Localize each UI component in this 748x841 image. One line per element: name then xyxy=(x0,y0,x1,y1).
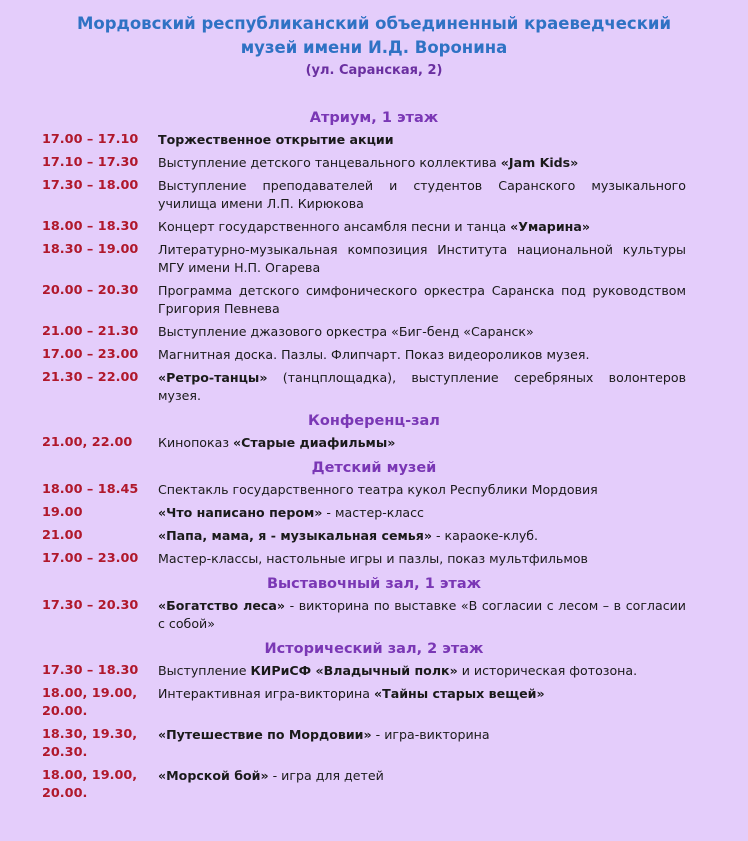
event-highlight: КИРиСФ «Владычный полк» xyxy=(250,663,458,678)
event-highlight: «Ретро-танцы» xyxy=(158,370,268,385)
event-text: Литературно-музыкальная композиция Института национальной культуры МГУ имени Н.П. Огарева xyxy=(158,242,686,275)
event-time: 19.00 xyxy=(42,505,83,520)
event-row xyxy=(42,131,748,149)
event-text: Выступление детского танцевального коллектива xyxy=(158,155,501,170)
event-text: - игра для детей xyxy=(268,768,384,783)
event-text: Спектакль государственного театра кукол Республики Мордовия xyxy=(158,482,598,497)
event-description xyxy=(158,241,686,277)
event-description xyxy=(158,550,686,568)
event-row xyxy=(42,434,748,452)
event-text: Интерактивная игра-викторина xyxy=(158,686,374,701)
event-text: (танцплощадка), выступление серебряных волонтеров музея. xyxy=(158,370,686,403)
event-row xyxy=(42,685,748,721)
event-time: 21.00 – 21.30 xyxy=(42,324,139,339)
section-title: Исторический зал, 2 этаж xyxy=(264,641,484,657)
museum-title-line-2: музей имени И.Д. Воронина xyxy=(240,38,508,57)
museum-title-line-1: Мордовский республиканский объединенный краеведческий xyxy=(76,14,672,33)
event-time: 17.10 – 17.30 xyxy=(42,155,139,170)
event-text: Кинопоказ xyxy=(158,435,234,450)
event-time: 21.00 xyxy=(42,528,83,543)
event-highlight: «Морской бой» xyxy=(158,768,269,783)
event-time: 18.00 – 18.30 xyxy=(42,219,139,234)
event-description xyxy=(158,282,686,318)
event-text: Программа детского симфонического оркестра Саранска под руководством Григория Певнева xyxy=(158,283,686,316)
event-row xyxy=(42,504,748,522)
section-title: Выставочный зал, 1 этаж xyxy=(266,576,482,592)
event-time: 18.00 – 18.45 xyxy=(42,482,139,497)
event-description xyxy=(158,434,686,452)
event-highlight: Торжественное открытие акции xyxy=(158,132,394,147)
event-text: - викторина по выставке «В согласии с лесом – в согласии с собой» xyxy=(158,598,686,631)
event-time: 17.00 – 23.00 xyxy=(42,551,139,566)
event-description xyxy=(158,131,686,149)
event-time: 18.00, 19.00, 20.00. xyxy=(42,768,138,801)
event-text: Выступление преподавателей и студентов Саранского музыкального училища имени Л.П. Кирюкова xyxy=(158,178,686,211)
header xyxy=(0,0,748,81)
event-description xyxy=(158,504,686,522)
event-description xyxy=(158,767,686,803)
event-description xyxy=(158,154,686,172)
event-highlight: «Что написано пером» xyxy=(158,505,323,520)
event-time: 17.30 – 18.30 xyxy=(42,663,139,678)
event-text: Выступление xyxy=(158,663,251,678)
event-row xyxy=(42,346,748,364)
event-time: 20.00 – 20.30 xyxy=(42,283,139,298)
event-row xyxy=(42,177,748,213)
section-title: Конференц-зал xyxy=(308,413,440,429)
event-text: и историческая фотозона. xyxy=(457,663,638,678)
event-highlight: «Папа, мама, я - музыкальная семья» xyxy=(158,528,432,543)
event-row xyxy=(42,241,748,277)
event-row xyxy=(42,369,748,405)
event-description xyxy=(158,346,686,364)
event-text: - караоке-клуб. xyxy=(431,528,539,543)
event-time: 21.30 – 22.00 xyxy=(42,370,139,385)
event-time: 17.00 – 17.10 xyxy=(42,132,139,147)
event-time: 21.00, 22.00 xyxy=(42,435,133,450)
event-time: 18.30, 19.30, 20.30. xyxy=(42,727,138,760)
event-highlight: «Богатство леса» xyxy=(158,598,285,613)
event-description xyxy=(158,527,686,545)
event-description xyxy=(158,481,686,499)
event-row xyxy=(42,550,748,568)
event-row xyxy=(42,527,748,545)
event-time: 17.30 – 20.30 xyxy=(42,598,139,613)
event-highlight: «Умарина» xyxy=(510,219,590,234)
event-time: 17.00 – 23.00 xyxy=(42,347,139,362)
event-description xyxy=(158,726,686,762)
event-description xyxy=(158,597,686,633)
event-text: Мастер-классы, настольные игры и пазлы, показ мультфильмов xyxy=(158,551,588,566)
event-time: 18.00, 19.00, 20.00. xyxy=(42,686,138,719)
event-time: 17.30 – 18.00 xyxy=(42,178,139,193)
event-highlight: «Jam Kids» xyxy=(500,155,579,170)
event-row xyxy=(42,323,748,341)
event-text: Концерт государственного ансамбля песни и танца xyxy=(158,219,511,234)
event-row xyxy=(42,481,748,499)
event-description xyxy=(158,369,686,405)
event-description xyxy=(158,662,686,680)
section-title: Атриум, 1 этаж xyxy=(309,110,439,126)
event-time: 18.30 – 19.00 xyxy=(42,242,139,257)
museum-address: (ул. Саранская, 2) xyxy=(305,63,443,78)
schedule-sections xyxy=(0,107,748,803)
event-text: Выступление джазового оркестра «Биг-бенд «Саранск» xyxy=(158,324,534,339)
event-description xyxy=(158,323,686,341)
event-text: - игра-викторина xyxy=(371,727,490,742)
event-row xyxy=(42,282,748,318)
event-highlight: «Путешествие по Мордовии» xyxy=(158,727,372,742)
event-row xyxy=(42,767,748,803)
event-row xyxy=(42,726,748,762)
event-highlight: «Старые диафильмы» xyxy=(233,435,396,450)
event-highlight: «Тайны старых вещей» xyxy=(373,686,545,701)
event-description xyxy=(158,218,686,236)
event-row xyxy=(42,154,748,172)
event-text: Магнитная доска. Пазлы. Флипчарт. Показ видеороликов музея. xyxy=(158,347,590,362)
event-description xyxy=(158,685,686,721)
event-row xyxy=(42,662,748,680)
section-title: Детский музей xyxy=(311,460,437,476)
event-description xyxy=(158,177,686,213)
event-row xyxy=(42,597,748,633)
event-row xyxy=(42,218,748,236)
event-text: - мастер-класс xyxy=(322,505,424,520)
